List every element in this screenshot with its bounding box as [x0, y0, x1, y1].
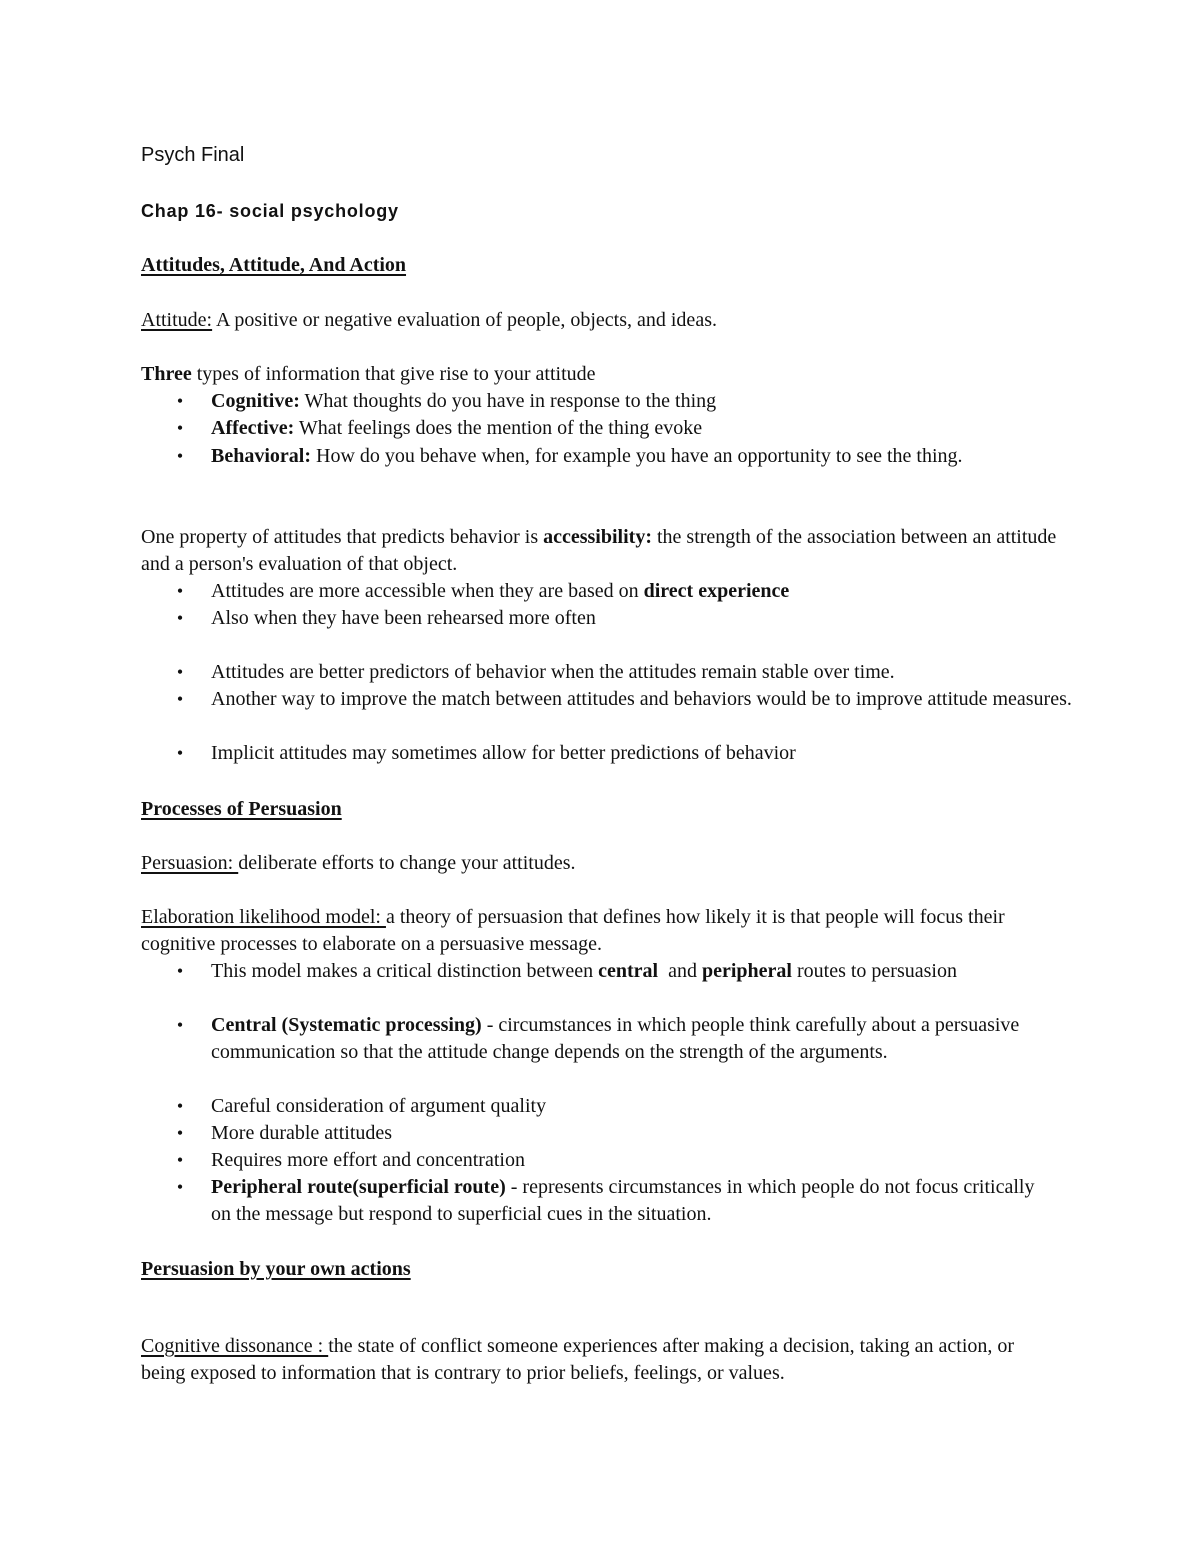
item-bold: central: [598, 960, 659, 982]
item-text: What feelings does the mention of the thing evoke: [294, 417, 703, 439]
bullet-icon: •: [176, 1096, 184, 1116]
item-bold: peripheral: [701, 960, 792, 982]
list-item-effort: Requires more effort and concentration: [211, 1149, 525, 1171]
attitude-def-text: A positive or negative evaluation of people, objects, and ideas.: [212, 309, 717, 331]
item-text: - represents circumstances in which people do not focus critically on the message but respond to superficial cues in the situation.: [211, 1176, 1035, 1225]
item-term: Peripheral route(superficial route): [211, 1176, 506, 1198]
bullet-icon: •: [176, 1177, 184, 1197]
list-item-distinction: [211, 958, 1011, 985]
cognitive-dissonance-definition: [141, 1333, 1061, 1387]
bullet-icon: •: [176, 662, 184, 682]
elm-definition: [141, 904, 1061, 958]
list-item-measures: Another way to improve the match between attitudes and behaviors would be to improve attitude measures.: [211, 688, 1072, 710]
persuasion-term: Persuasion:: [141, 852, 239, 874]
three-bold: Three: [141, 363, 192, 385]
item-text: What thoughts do you have in response to the thing: [299, 390, 717, 412]
list-item-argument-quality: Careful consideration of argument quality: [211, 1095, 547, 1117]
item-term: Affective:: [211, 417, 295, 439]
accessibility-paragraph: [141, 524, 1061, 578]
bullet-icon: •: [176, 961, 184, 981]
list-item-peripheral: [211, 1174, 1051, 1228]
attitude-definition: [141, 307, 717, 333]
item-term: Behavioral:: [211, 445, 311, 467]
item-text: This model makes a critical distinction between: [211, 960, 599, 982]
bullet-icon: •: [176, 1150, 184, 1170]
list-item-implicit: Implicit attitudes may sometimes allow for better predictions of behavior: [211, 742, 796, 764]
three-types-intro: [141, 361, 596, 387]
cd-term: Cognitive dissonance :: [141, 1335, 329, 1357]
bullet-icon: •: [176, 581, 184, 601]
item-text: routes to persuasion: [791, 960, 957, 982]
section-heading-attitudes: Attitudes, Attitude, And Action: [141, 254, 407, 276]
chapter-title: Chap 16- social psychology: [141, 201, 399, 221]
list-item-direct-experience: [211, 578, 1081, 605]
item-text: How do you behave when, for example you have an opportunity to see the thing.: [311, 445, 963, 467]
access-post: the strength of the association between an attitude and a person's evaluation of that object.: [141, 526, 1057, 575]
bullet-icon: •: [176, 446, 184, 466]
document-title: Psych Final: [141, 144, 245, 166]
list-item-behavioral: [211, 443, 1081, 470]
list-item-stable: Attitudes are better predictors of behavior when the attitudes remain stable over time.: [211, 661, 895, 683]
section-heading-own-actions: Persuasion by your own actions: [141, 1258, 411, 1280]
bullet-icon: •: [176, 608, 184, 628]
bullet-icon: •: [176, 689, 184, 709]
bullet-icon: •: [176, 1015, 184, 1035]
bullet-icon: •: [176, 391, 184, 411]
access-pre: One property of attitudes that predicts behavior is: [141, 526, 544, 548]
bullet-icon: •: [176, 418, 184, 438]
item-text: Attitudes are more accessible when they are based on: [211, 580, 644, 602]
elm-def-text: a theory of persuasion that defines how likely it is that people will focus their cognitive processes to elaborate on a persuasive message.: [141, 906, 1005, 955]
cd-def-text: the state of conflict someone experiences after making a decision, taking an action, or being exposed to information that is contrary to prior beliefs, feelings, or values.: [141, 1335, 1015, 1384]
item-text: - circumstances in which people think carefully about a persuasive communication so that the attitude change depends on the strength of the arguments.: [211, 1014, 1020, 1063]
item-bold: direct experience: [643, 580, 790, 602]
bullet-icon: •: [176, 743, 184, 763]
persuasion-def-text: deliberate efforts to change your attitudes.: [238, 852, 576, 874]
elm-term: Elaboration likelihood model:: [141, 906, 386, 928]
item-term: Central (Systematic processing): [211, 1014, 482, 1036]
access-term: accessibility:: [543, 526, 652, 548]
list-item-durable: More durable attitudes: [211, 1122, 393, 1144]
item-term: Cognitive:: [211, 390, 300, 412]
three-rest: types of information that give rise to your attitude: [191, 363, 596, 385]
item-text: and: [658, 960, 702, 982]
list-item-central: [211, 1012, 1081, 1066]
list-item-affective: [211, 415, 1081, 442]
attitude-term: Attitude:: [141, 309, 213, 331]
persuasion-definition: [141, 850, 576, 876]
bullet-icon: •: [176, 1123, 184, 1143]
list-item-rehearsed: Also when they have been rehearsed more often: [211, 607, 596, 629]
list-item-cognitive: [211, 388, 1081, 415]
section-heading-persuasion: Processes of Persuasion: [141, 798, 342, 820]
